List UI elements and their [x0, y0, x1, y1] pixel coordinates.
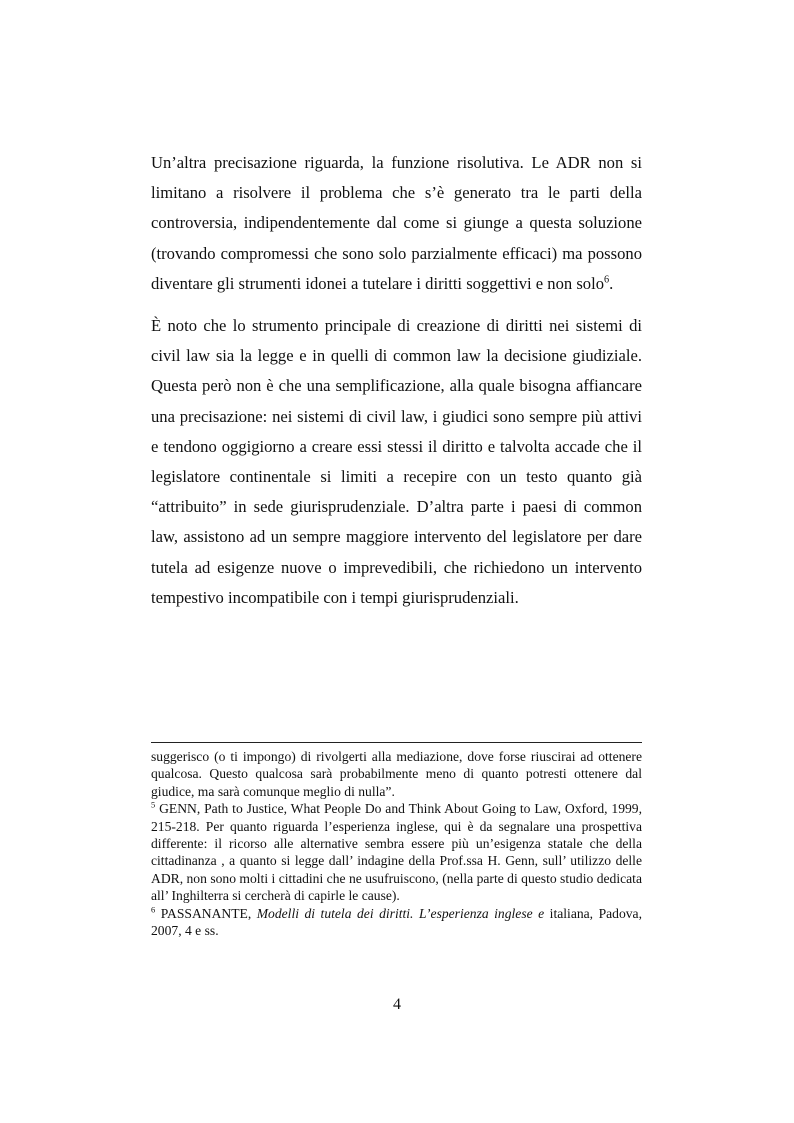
- footnote-title: Modelli di tutela dei diritti. L’esperienza inglese e: [256, 905, 545, 921]
- footnote-separator: [151, 742, 642, 743]
- paragraph-text: Un’altra precisazione riguarda, la funzione risolutiva. Le ADR non si limitano a risolvere il problema che s’è generato tra le parti della controversia, indipendentemente dal come si giunge a questa soluzione (trovando compromessi che sono solo parzialmente efficaci) ma possono diventare gli strumenti idonei a tutelare i diritti soggettivi e non solo: [151, 153, 642, 293]
- paragraph-2: È noto che lo strumento principale di creazione di diritti nei sistemi di civil law sia la legge e in quelli di common law la decisione giudiziale. Questa però non è che una semplificazione, alla quale bisogna affiancare una precisazione: nei sistemi di civil law, i giudici sono sempre più attivi e tendono oggigiorno a creare essi stessi il diritto e talvolta accade che il legislatore continentale si limiti a recepire con un testo quanto già “attribuito” in sede giurisprudenziale. D’altra parte i paesi di common law, assistono ad un sempre maggiore intervento del legislatore per dare tutela ad esigenze nuove o imprevedibili, che richiedono un intervento tempestivo incompatibile con i tempi giurisprudenziali.: [151, 316, 642, 607]
- paragraph-1: [151, 148, 642, 299]
- footnote-number: 5: [151, 799, 156, 810]
- paragraph-punctuation: .: [609, 273, 614, 293]
- footnote-6: [151, 905, 642, 940]
- footnotes: [151, 748, 642, 939]
- footnote-text: italiana, Padova, 2007, 4 e ss.: [151, 905, 642, 939]
- main-text: [151, 148, 642, 613]
- footnote-continuation: suggerisco (o ti impongo) di rivolgerti alla mediazione, dove forse riuscirai ad ottenere qualcosa. Questo qualcosa sarà probabilmente meno di quanto potresti ottenere dal giudice, ma sarà comunque meglio di nulla”.: [151, 749, 642, 799]
- footnote-text: GENN, Path to Justice, What People Do and Think About Going to Law, Oxford, 1999, 215-218. Per quanto riguarda l’esperienza inglese, qui è da segnalare una prospettiva differente: il ricorso alle alternative sembra essere più un’esigenza statale che della cittadinanza , a quanto si legge dall’ indagine della Prof.ssa H. Genn, sull’ utilizzo delle ADR, non sono molti i cittadini che ne usufruiscono, (nella parte di questo studio dedicata all’ Inghilterra si cercherà di capirle le cause).: [151, 801, 642, 904]
- footnote-number: 6: [151, 904, 156, 915]
- footnote-author: PASSANANTE,: [155, 905, 257, 921]
- footnote-5: [151, 800, 642, 904]
- footnote-ref-6[interactable]: 6: [604, 274, 610, 286]
- page-number: 4: [393, 996, 401, 1013]
